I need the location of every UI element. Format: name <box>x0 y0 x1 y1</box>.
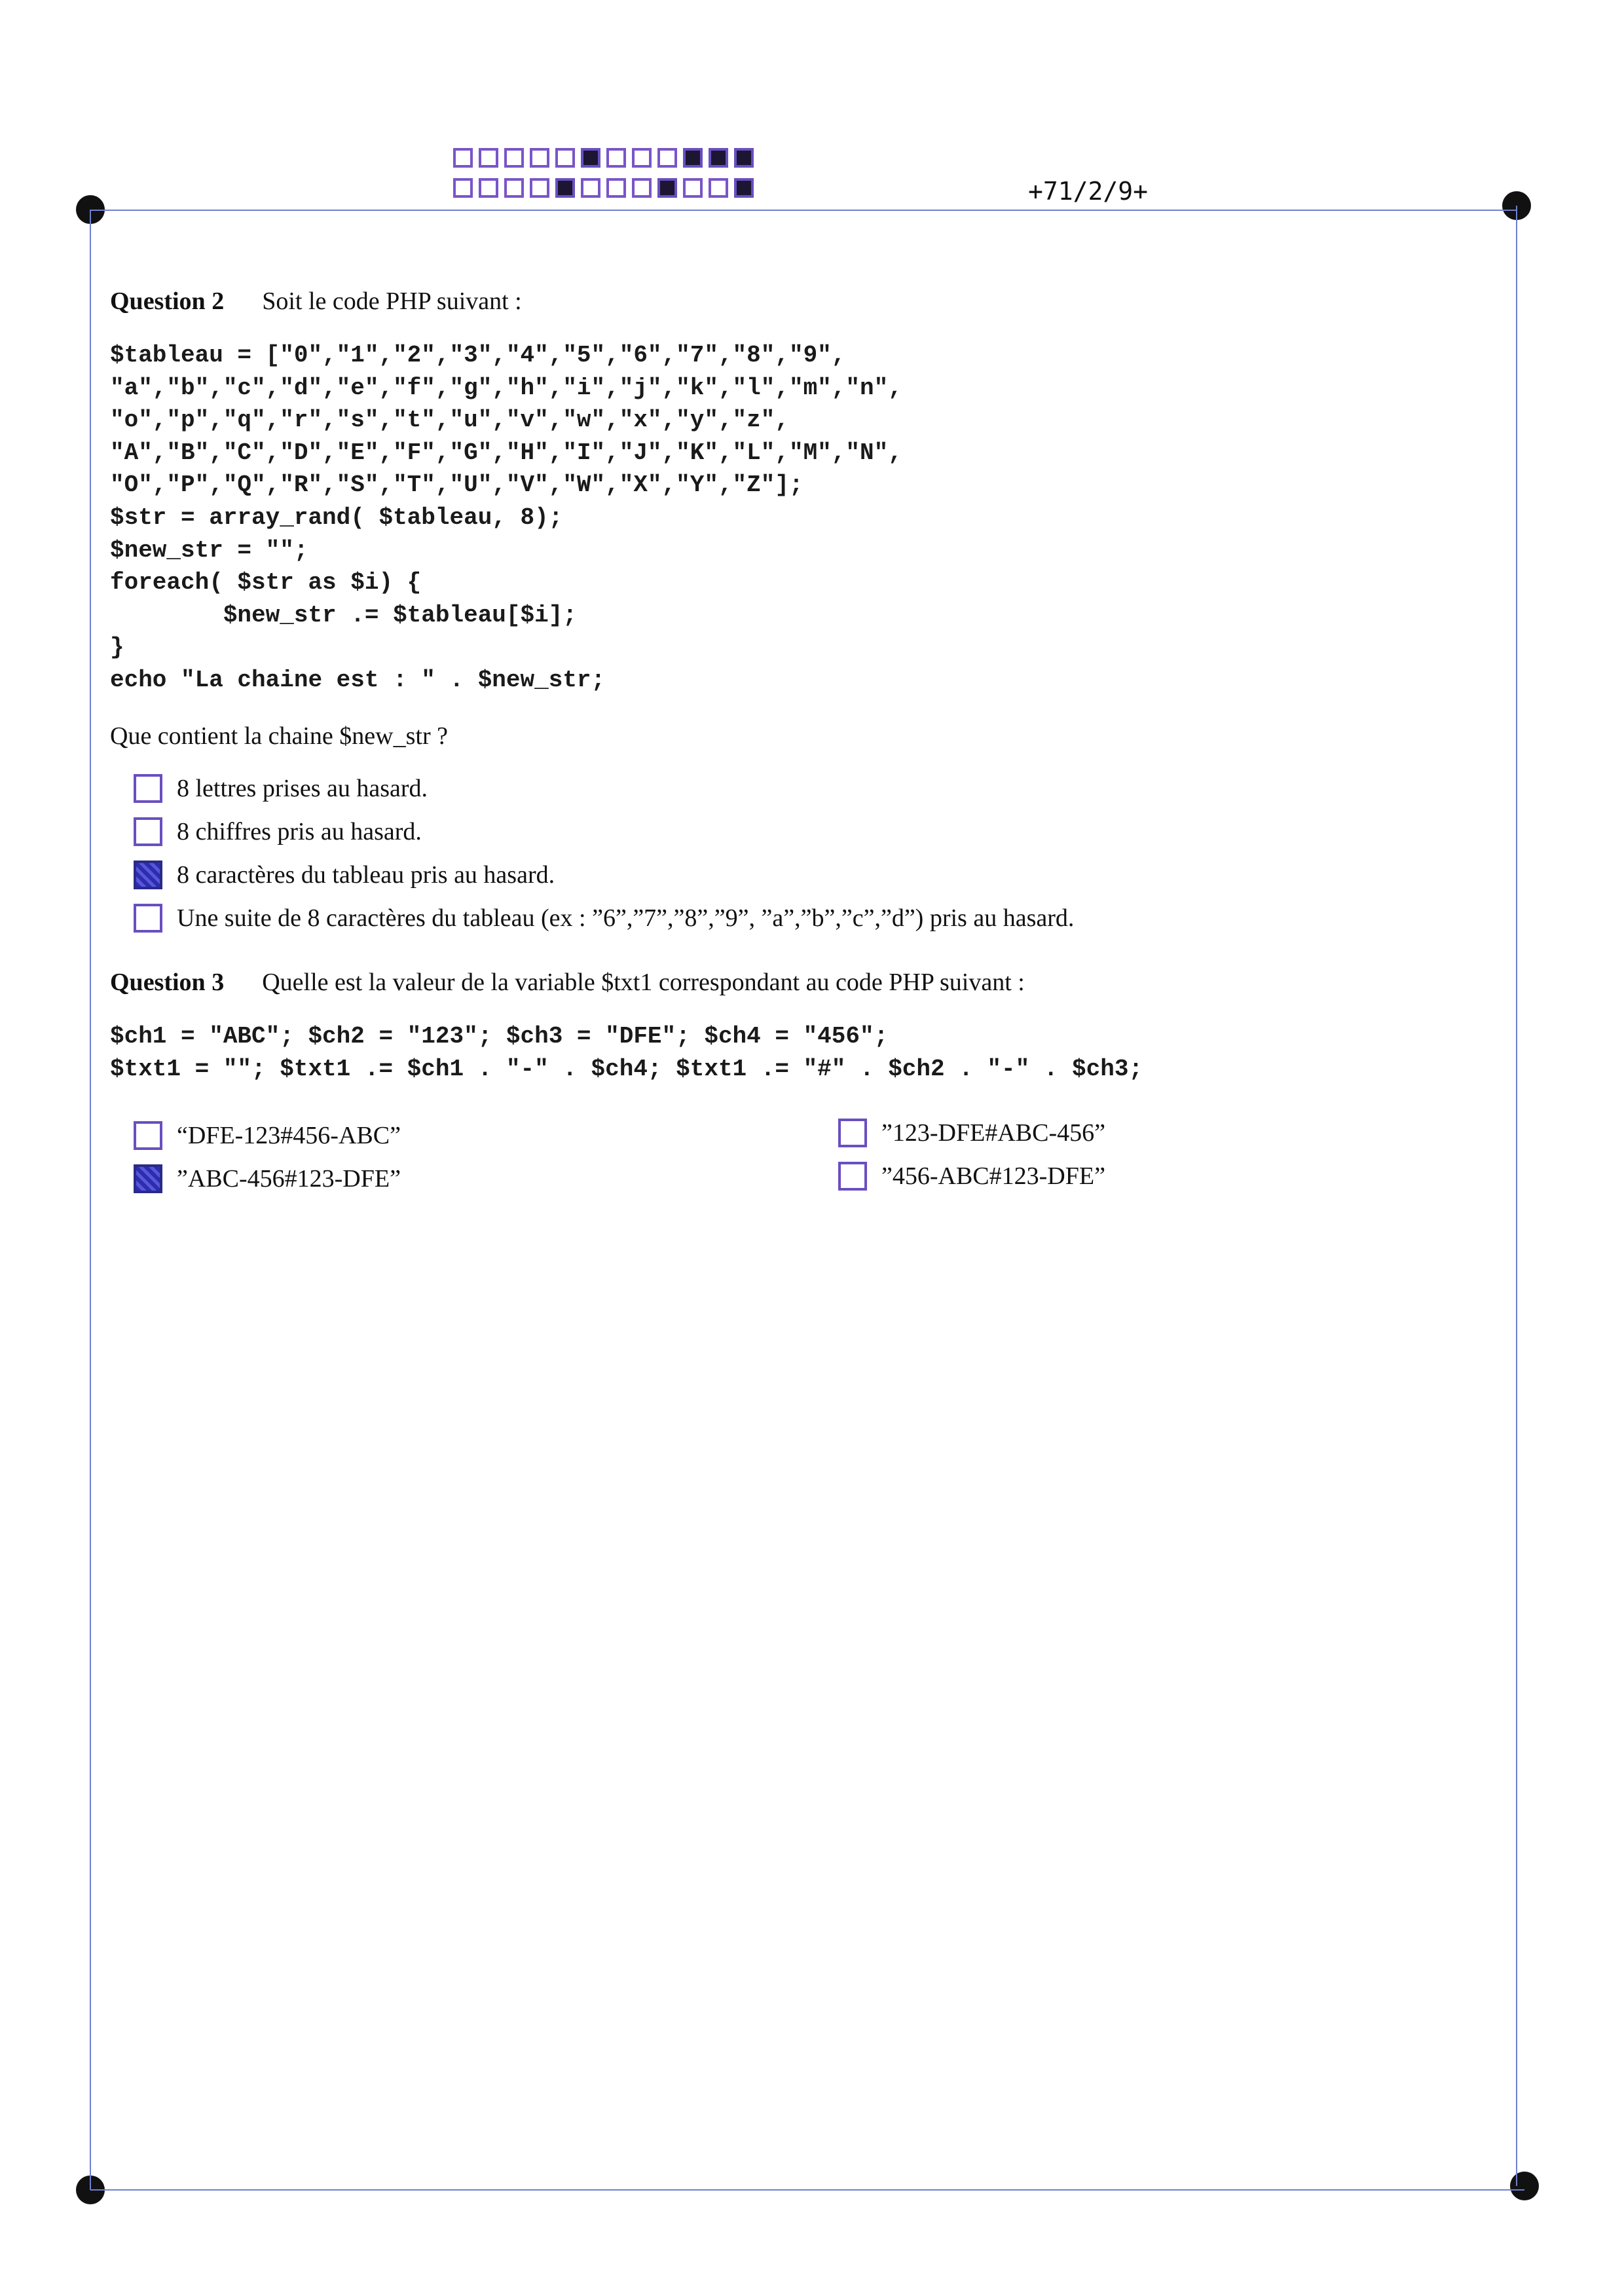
question-2-answer-1[interactable] <box>134 774 428 803</box>
code-box <box>606 178 626 198</box>
page-id: +71/2/9+ <box>1028 177 1149 206</box>
code-box <box>632 178 652 198</box>
code-box <box>504 148 524 168</box>
code-box <box>606 148 626 168</box>
question-3-answer-4[interactable] <box>838 1162 1105 1191</box>
answer-label: 8 caractères du tableau pris au hasard. <box>177 861 555 889</box>
question-3-answer-3[interactable] <box>134 1164 401 1193</box>
code-box <box>657 178 677 198</box>
answer-checkbox[interactable] <box>838 1162 867 1191</box>
frame-top <box>90 210 1517 211</box>
question-3-answer-2[interactable] <box>838 1119 1105 1147</box>
code-box <box>453 178 473 198</box>
corner-mark-bottom-right <box>1510 2172 1539 2200</box>
question-2-label: Question 2 <box>110 287 225 315</box>
question-3-label: Question 3 <box>110 969 225 996</box>
answer-label: Une suite de 8 caractères du tableau (ex : ”6”,”7”,”8”,”9”, ”a”,”b”,”c”,”d”) pris au hasard. <box>177 904 1075 932</box>
answer-checkbox[interactable] <box>134 861 162 889</box>
answer-checkbox[interactable] <box>134 774 162 803</box>
question-2-prompt: Que contient la chaine $new_str ? <box>110 722 448 750</box>
code-box <box>657 148 677 168</box>
frame-bottom <box>90 2189 1524 2191</box>
code-box <box>453 148 473 168</box>
question-3-answer-1[interactable] <box>134 1121 401 1150</box>
answer-label: “DFE-123#456-ABC” <box>177 1122 401 1149</box>
code-box <box>504 178 524 198</box>
code-box <box>581 178 600 198</box>
question-2-header <box>110 287 522 316</box>
code-box <box>479 178 498 198</box>
question-2-answer-3[interactable] <box>134 861 555 889</box>
code-box <box>530 148 549 168</box>
answer-checkbox[interactable] <box>134 1121 162 1150</box>
question-2-code: $tableau = ["0","1","2","3","4","5","6","7","8","9", "a","b","c","d","e","f","g","h","i","j","k","l","m","n", "o","p","q","r","s","t","u","v","w","x","y","z", "A","B","C","D","E","F","G","H","I","J","K","L","M","N", "O","P","Q","R","S","T","U","V","W","X","Y","Z"]; $str = array_rand( $tableau, 8); $new_str = ""; foreach( $str as $i) { $new_str .= $tableau[$i]; } echo "La chaine est : " . $new_str; <box>110 342 902 694</box>
code-box <box>632 148 652 168</box>
code-box <box>479 148 498 168</box>
answer-label: 8 chiffres pris au hasard. <box>177 818 422 845</box>
code-box <box>683 178 703 198</box>
answer-label: ”123-DFE#ABC-456” <box>881 1119 1105 1147</box>
question-2-intro: Soit le code PHP suivant : <box>262 287 522 315</box>
code-box <box>530 178 549 198</box>
code-box <box>555 178 575 198</box>
answer-label: ”ABC-456#123-DFE” <box>177 1165 401 1193</box>
question-3-code: $ch1 = "ABC"; $ch2 = "123"; $ch3 = "DFE"; $ch4 = "456"; $txt1 = ""; $txt1 .= $ch1 . "-" . $ch4; $txt1 .= "#" . $ch2 . "-" . $ch3; <box>110 1023 1143 1083</box>
frame-left <box>90 210 91 2190</box>
answer-checkbox[interactable] <box>134 904 162 933</box>
code-box <box>683 148 703 168</box>
question-3-header <box>110 968 1025 997</box>
answer-checkbox[interactable] <box>838 1119 867 1147</box>
question-2-answer-2[interactable] <box>134 817 422 846</box>
answer-label: ”456-ABC#123-DFE” <box>881 1162 1105 1190</box>
frame-right <box>1516 206 1517 2186</box>
answer-checkbox[interactable] <box>134 1164 162 1193</box>
code-box <box>734 148 754 168</box>
code-box <box>734 178 754 198</box>
code-box <box>581 148 600 168</box>
answer-label: 8 lettres prises au hasard. <box>177 775 428 802</box>
question-3-intro: Quelle est la valeur de la variable $txt1 correspondant au code PHP suivant : <box>262 969 1025 996</box>
code-box <box>555 148 575 168</box>
code-box <box>709 148 728 168</box>
answer-checkbox[interactable] <box>134 817 162 846</box>
code-box <box>709 178 728 198</box>
question-2-answer-4[interactable] <box>134 904 1074 933</box>
